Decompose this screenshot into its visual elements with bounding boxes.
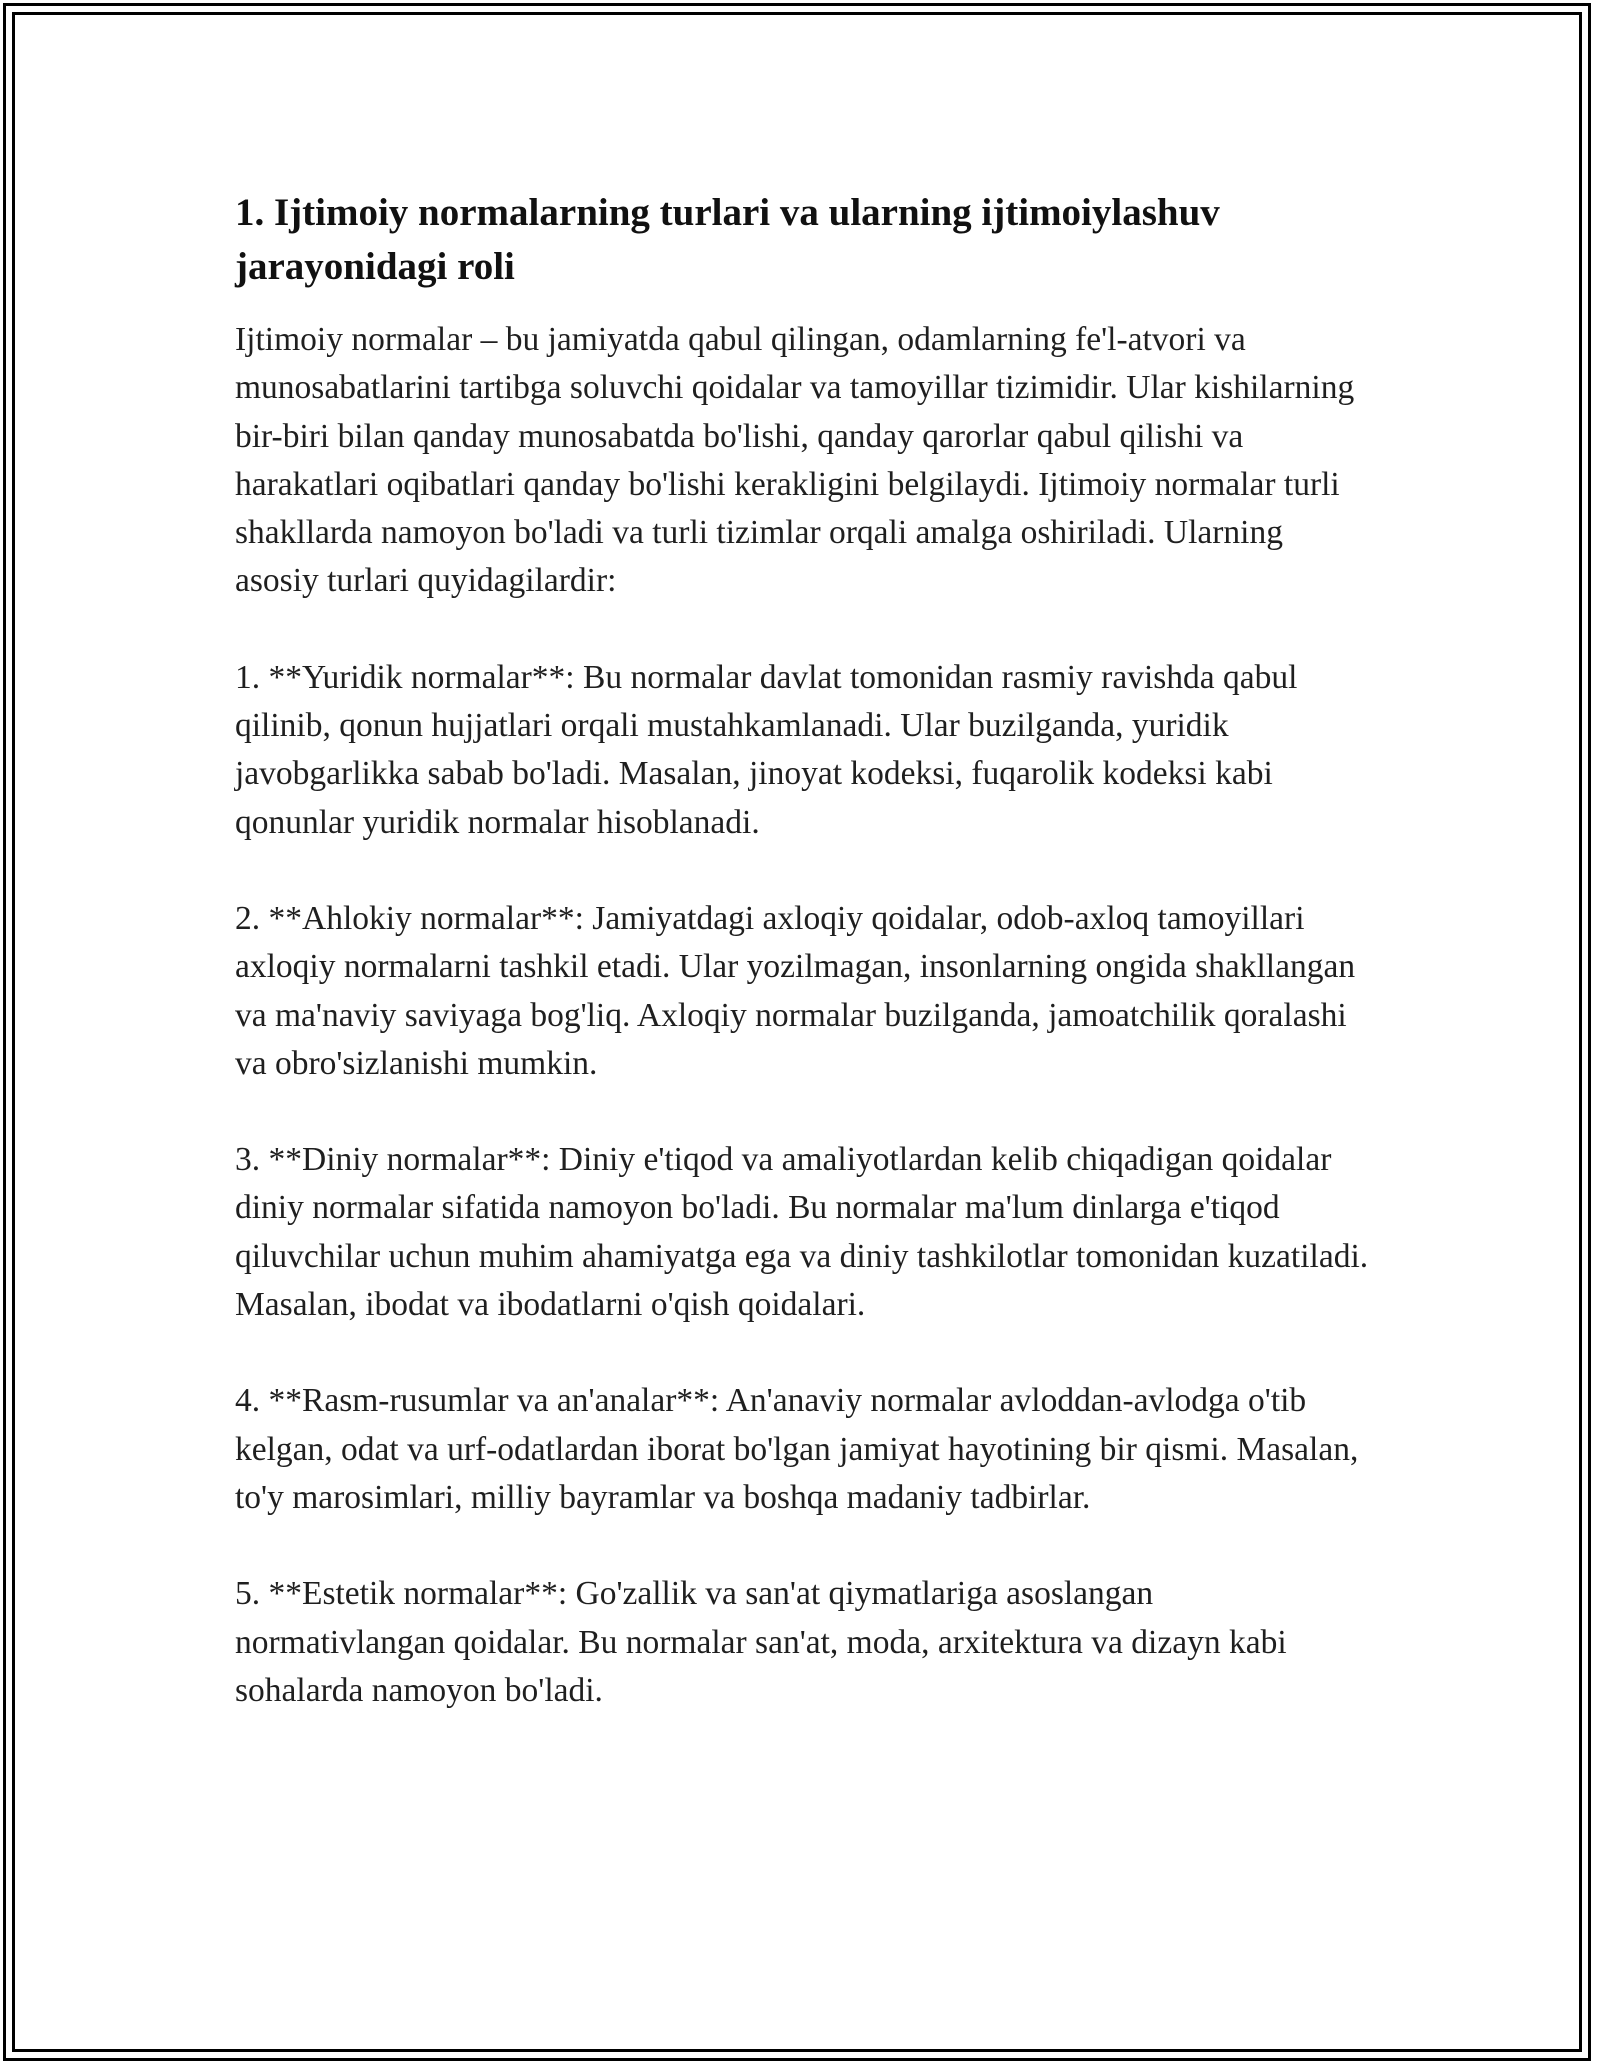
- paragraph-legal-norms: 1. **Yuridik normalar**: Bu normalar davlat tomonidan rasmiy ravishda qabul qilinib, qonun hujjatlari orqali mustahkamlanadi. Ular buzilganda, yuridik javobgarlikka sabab bo'ladi. Masalan, jinoyat kodeksi, fuqarolik kodeksi kabi qonunlar yuridik normalar hisoblanadi.: [235, 658, 1298, 841]
- paragraph-moral-norms: 2. **Ahlokiy normalar**: Jamiyatdagi axloqiy qoidalar, odob-axloq tamoyillari axloqiy normalarni tashkil etadi. Ular yozilmagan, insonlarning ongida shakllangan va ma'naviy saviyaga bog'liq. Axloqiy normalar buzilganda, jamoatchilik qoralashi va obro'sizlanishi mumkin.: [235, 899, 1356, 1082]
- intro-paragraph: Ijtimoiy normalar – bu jamiyatda qabul qilingan, odamlarning fe'l-atvori va munosabatlarini tartibga soluvchi qoidalar va tamoyillar tizimidir. Ular kishilarning bir-biri bilan qanday munosabatda bo'lishi, qanday qarorlar qabul qilishi va harakatlari oqibatlari qanday bo'lishi kerakligini belgilaydi. Ijtimoiy normalar turli shakllarda namoyon bo'ladi va turli tizimlar orqali amalga oshiriladi. Ularning asosiy turlari quyidagilardir:: [235, 321, 1355, 600]
- paragraph-aesthetic-norms: 5. **Estetik normalar**: Go'zallik va san'at qiymatlariga asoslangan normativlangan qoidalar. Bu normalar san'at, moda, arxitektura va dizayn kabi sohalarda namoyon bo'ladi.: [235, 1575, 1287, 1709]
- document-body: [235, 186, 1370, 1763]
- section-title: 1. Ijtimoiy normalarning turlari va ularning ijtimoiylashuv jarayonidagi roli: [235, 191, 1220, 288]
- paragraph-traditions: 4. **Rasm-rusumlar va an'analar**: An'anaviy normalar avloddan-avlodga o'tib kelgan, odat va urf-odatlardan iborat bo'lgan jamiyat hayotining bir qismi. Masalan, to'y marosimlari, milliy bayramlar va boshqa madaniy tadbirlar.: [235, 1382, 1359, 1516]
- paragraph-religious-norms: 3. **Diniy normalar**: Diniy e'tiqod va amaliyotlardan kelib chiqadigan qoidalar diniy normalar sifatida namoyon bo'ladi. Bu normalar ma'lum dinlarga e'tiqod qiluvchilar uchun muhim ahamiyatga ega va diniy tashkilotlar tomonidan kuzatiladi. Masalan, ibodat va ibodatlarni o'qish qoidalari.: [235, 1141, 1369, 1324]
